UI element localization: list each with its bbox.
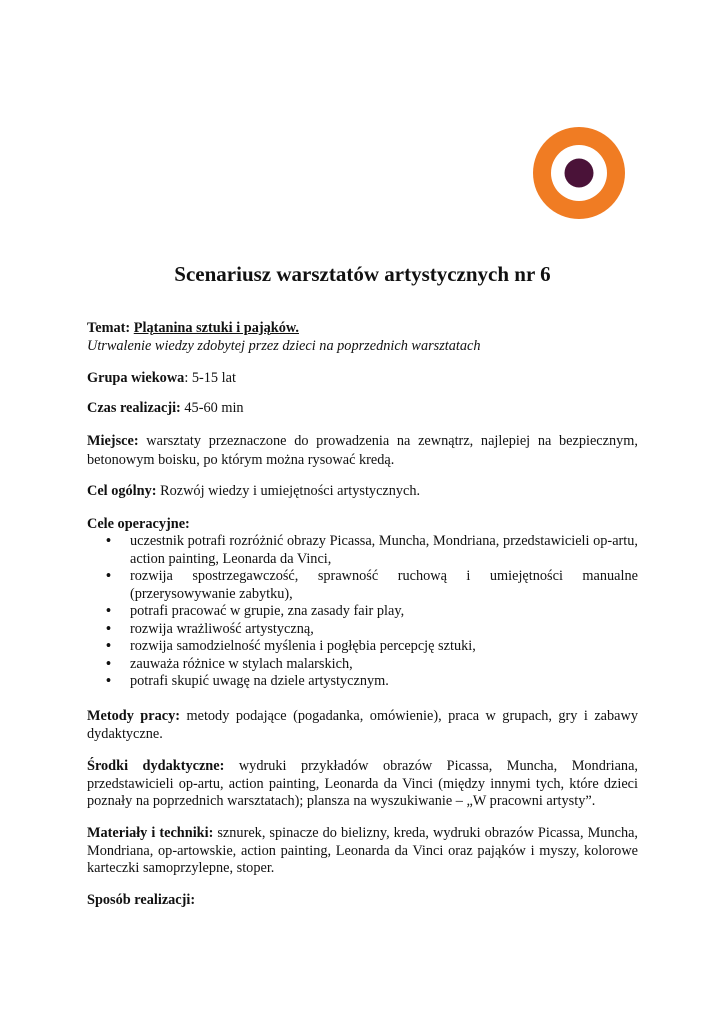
target-circle-logo (533, 127, 625, 219)
list-item: • rozwija wrażliwość artystyczną, (106, 620, 314, 637)
grupa-section (87, 370, 638, 388)
metody-section (87, 708, 638, 743)
czas-value: 45-60 min (180, 400, 244, 416)
temat-subtitle: Utrwalenie wiedzy zdobytej przez dzieci na poprzednich warsztatach (87, 337, 481, 354)
miejsce-value: warsztaty przeznaczone do prowadzenia na zewnątrz, najlepiej na bezpiecznym, betonowym boisku, po którym można rysować kredą. (87, 433, 638, 468)
srodki-section (87, 758, 638, 811)
list-item: • rozwija samodzielność myślenia i pogłębia percepcję sztuki, (106, 638, 476, 654)
temat-section (87, 320, 638, 355)
materialy-value: sznurek, spinacze do bielizny, kreda, wydruki obrazów Picassa, Muncha, Mondriana, op-artowskie, action painting, Leonarda da Vinci oraz pająków i myszy, kolorowe karteczki samoprzylepne, stoper. (87, 825, 639, 876)
bullet-icon: • (106, 673, 112, 689)
cel-section (87, 483, 638, 501)
cel-value: Rozwój wiedzy i umiejętności artystycznych. (156, 483, 421, 499)
bullet-icon: • (106, 568, 112, 584)
grupa-label: Grupa wiekowa (87, 370, 185, 386)
materialy-label: Materiały i techniki: (87, 825, 214, 841)
list-item: • potrafi pracować w grupie, zna zasady fair play, (106, 603, 405, 619)
bullet-icon: • (106, 603, 112, 619)
bullet-icon: • (106, 533, 112, 549)
miejsce-section (87, 432, 638, 470)
srodki-label: Środki dydaktyczne: (87, 758, 225, 774)
srodki-value: wydruki przykładów obrazów Picassa, Muncha, Mondriana, przedstawicieli op-artu, action painting, Leonarda da Vinci (między innymi tych, które dzieci poznały na poprzednich warsztatach); plansza na wyszukiwanie – „W pracowni artysty”. (87, 758, 638, 809)
list-item: • zauważa różnice w stylach malarskich, (106, 655, 353, 672)
document-title: Scenariusz warsztatów artystycznych nr 6 (174, 262, 551, 286)
logo-inner-circle (565, 159, 594, 188)
cele-operacyjne-list (87, 533, 638, 691)
temat-value: Plątanina sztuki i pająków. (133, 320, 299, 336)
czas-section (87, 400, 638, 418)
sposob-label: Sposób realizacji: (87, 892, 196, 908)
cel-label: Cel ogólny: (87, 483, 157, 499)
metody-label: Metody pracy: (87, 708, 181, 724)
miejsce-label: Miejsce: (87, 433, 139, 449)
bullet-icon: • (106, 638, 112, 654)
grupa-value: : 5-15 lat (184, 370, 236, 386)
list-item: • rozwija spostrzegawczość, sprawność ruchową i umiejętności manualne (przerysowywanie zabytku), (106, 568, 638, 602)
czas-label: Czas realizacji: (87, 400, 181, 416)
metody-value: metody podające (pogadanka, omówienie), praca w grupach, gry i zabawy dydaktyczne. (87, 708, 638, 742)
bullet-icon: • (106, 655, 112, 672)
list-item: • potrafi skupić uwagę na dziele artystycznym. (106, 673, 389, 689)
materialy-section (87, 825, 638, 878)
bullet-icon: • (106, 620, 112, 637)
cele-operacyjne-label: Cele operacyjne: (87, 516, 190, 532)
list-item: • uczestnik potrafi rozróżnić obrazy Picassa, Muncha, Mondriana, przedstawicieli op-artu, action painting, Leonarda da Vinci, (106, 533, 638, 567)
temat-label: Temat: (87, 320, 131, 336)
